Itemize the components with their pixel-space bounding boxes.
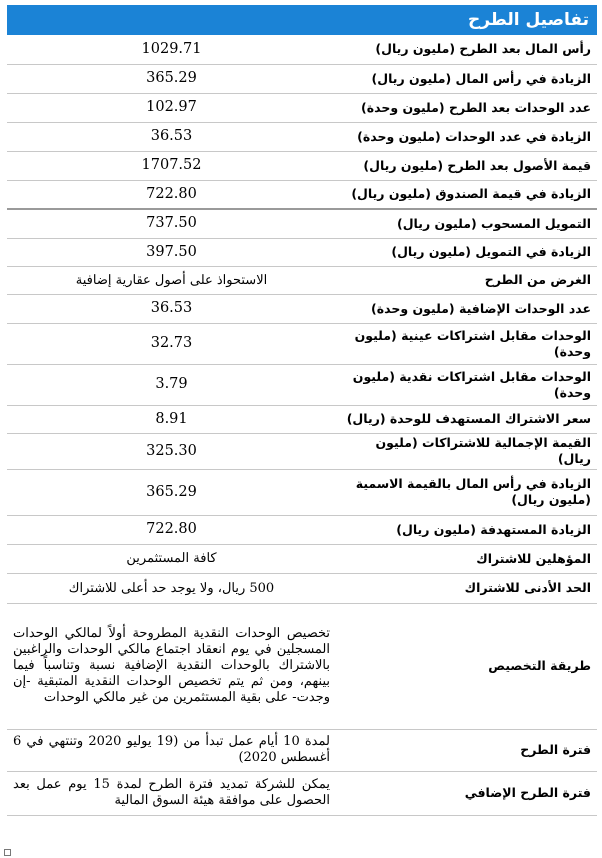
table-row — [7, 266, 597, 294]
row-value: 500 ريال، ولا يوجد حد أعلى للاشتراك — [7, 573, 336, 603]
row-label: عدد الوحدات الإضافية (مليون وحدة) — [336, 294, 597, 323]
row-value: 722.80 — [7, 180, 336, 209]
row-label: فترة الطرح — [336, 729, 597, 771]
offering-details-table — [7, 35, 597, 816]
offering-details-panel — [7, 5, 597, 816]
row-label: التمويل المسحوب (مليون ريال) — [336, 209, 597, 238]
row-value: 325.30 — [7, 433, 336, 469]
row-value: كافة المستثمرين — [7, 544, 336, 573]
table-row — [7, 323, 597, 364]
row-value: 737.50 — [7, 209, 336, 238]
panel-title: تفاصيل الطرح — [7, 5, 597, 35]
table-row — [7, 771, 597, 815]
row-label: الزيادة المستهدفة (مليون ريال) — [336, 515, 597, 544]
table-row — [7, 294, 597, 323]
row-label: طريقة التخصيص — [336, 603, 597, 729]
corner-marker — [4, 849, 11, 856]
table-row — [7, 573, 597, 603]
row-value: 1707.52 — [7, 151, 336, 180]
row-value: 1029.71 — [7, 35, 336, 64]
table-row — [7, 35, 597, 64]
row-label: الوحدات مقابل اشتراكات نقدية (مليون وحدة) — [336, 364, 597, 405]
table-row — [7, 364, 597, 405]
row-label: الزيادة في رأس المال بالقيمة الاسمية (مليون ريال) — [336, 469, 597, 515]
table-row — [7, 180, 597, 209]
row-label: الوحدات مقابل اشتراكات عينية (مليون وحدة) — [336, 323, 597, 364]
row-value: يمكن للشركة تمديد فترة الطرح لمدة 15 يوم عمل بعد الحصول على موافقة هيئة السوق المالية — [7, 771, 336, 815]
row-value: 8.91 — [7, 405, 336, 433]
table-row — [7, 469, 597, 515]
table-row — [7, 515, 597, 544]
row-label: القيمة الإجمالية للاشتراكات (مليون ريال) — [336, 433, 597, 469]
table-row — [7, 544, 597, 573]
row-value: 365.29 — [7, 469, 336, 515]
row-value: 365.29 — [7, 64, 336, 93]
row-label: الحد الأدنى للاشتراك — [336, 573, 597, 603]
row-value: 397.50 — [7, 238, 336, 266]
row-value: 32.73 — [7, 323, 336, 364]
row-value: لمدة 10 أيام عمل تبدأ من (19 يوليو 2020 وتنتهي في 6 أغسطس 2020) — [7, 729, 336, 771]
row-label: قيمة الأصول بعد الطرح (مليون ريال) — [336, 151, 597, 180]
table-row — [7, 93, 597, 122]
row-label: الزيادة في قيمة الصندوق (مليون ريال) — [336, 180, 597, 209]
row-label: الغرض من الطرح — [336, 266, 597, 294]
table-row — [7, 603, 597, 729]
row-value: 36.53 — [7, 294, 336, 323]
row-label: سعر الاشتراك المستهدف للوحدة (ريال) — [336, 405, 597, 433]
table-row — [7, 122, 597, 151]
row-label: فترة الطرح الإضافي — [336, 771, 597, 815]
row-value: الاستحواذ على أصول عقارية إضافية — [7, 266, 336, 294]
table-row — [7, 238, 597, 266]
table-row — [7, 729, 597, 771]
row-value: 3.79 — [7, 364, 336, 405]
table-row — [7, 151, 597, 180]
row-label: الزيادة في رأس المال (مليون ريال) — [336, 64, 597, 93]
row-label: المؤهلين للاشتراك — [336, 544, 597, 573]
row-value: 722.80 — [7, 515, 336, 544]
row-value: تخصيص الوحدات النقدية المطروحة أولاً لمالكي الوحدات المسجلين في يوم انعقاد اجتماع مالكي الوحدات والراغبين بالاشتراك بالوحدات النقدية الإضافية نسبة وتناسباً فيما بينهم، ومن ثم يتم تخصيص الوحدات النقدية المتبقية -إن وجدت- على بقية المستثمرين من غير مالكي الوحدات — [7, 603, 336, 729]
row-label: عدد الوحدات بعد الطرح (مليون وحدة) — [336, 93, 597, 122]
table-row — [7, 64, 597, 93]
row-label: الزيادة في التمويل (مليون ريال) — [336, 238, 597, 266]
table-row — [7, 405, 597, 433]
row-label: رأس المال بعد الطرح (مليون ريال) — [336, 35, 597, 64]
row-value: 102.97 — [7, 93, 336, 122]
table-row — [7, 209, 597, 238]
table-row — [7, 433, 597, 469]
row-value: 36.53 — [7, 122, 336, 151]
row-label: الزيادة في عدد الوحدات (مليون وحدة) — [336, 122, 597, 151]
